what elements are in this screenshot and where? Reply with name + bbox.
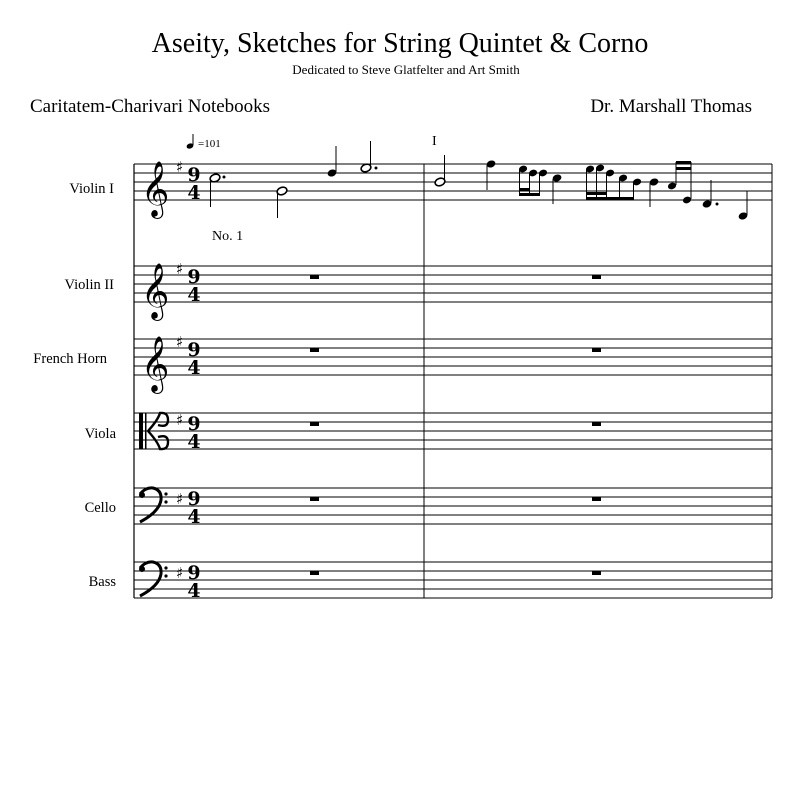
- time-sig-numerator: 9: [187, 413, 201, 435]
- composer-text: Dr. Marshall Thomas: [590, 96, 752, 117]
- tempo-marking: =101: [198, 138, 221, 150]
- time-sig-numerator: 9: [187, 562, 201, 584]
- section-text: No. 1: [212, 229, 244, 244]
- treble-clef-icon: 𝄞: [141, 336, 170, 392]
- time-sig-numerator: 9: [187, 339, 201, 361]
- measure-rest: [310, 571, 319, 575]
- time-sig-denominator: 4: [187, 431, 201, 453]
- score-title: Aseity, Sketches for String Quintet & Corno: [151, 28, 649, 59]
- instrument-label-viola: Viola: [84, 426, 116, 442]
- instrument-label-violin-2: Violin II: [64, 277, 114, 293]
- measure-rest: [592, 571, 601, 575]
- measure-rest: [310, 275, 319, 279]
- time-sig-numerator: 9: [187, 266, 201, 288]
- staff-violin-2: [134, 266, 772, 302]
- measure-rest: [310, 497, 319, 501]
- instrument-label-cello: Cello: [84, 500, 116, 516]
- measure-rest: [310, 348, 319, 352]
- key-sharp-icon: ♯: [176, 564, 184, 582]
- measure-rest: [592, 348, 601, 352]
- staff-bass: [134, 562, 772, 598]
- treble-clef-icon: 𝄞: [141, 161, 170, 217]
- measure-rest: [592, 275, 601, 279]
- measure-rest: [310, 422, 319, 426]
- measure-rest: [592, 497, 601, 501]
- measure-rest: [592, 422, 601, 426]
- time-sig-denominator: 4: [187, 506, 201, 528]
- violin-1-measure-2: [434, 155, 748, 221]
- score-subtitle: Dedicated to Steve Glatfelter and Art Smith: [292, 62, 520, 77]
- key-sharp-icon: ♯: [176, 260, 184, 278]
- key-sharp-icon: ♯: [176, 490, 184, 508]
- staff-cello: [134, 488, 772, 524]
- time-sig-numerator: 9: [187, 164, 201, 186]
- key-sharp-icon: ♯: [176, 411, 184, 429]
- instrument-label-bass: Bass: [88, 574, 116, 590]
- time-sig-denominator: 4: [187, 580, 201, 602]
- time-sig-denominator: 4: [187, 182, 201, 204]
- time-sig-denominator: 4: [187, 357, 201, 379]
- tempo-note-icon: [186, 134, 194, 150]
- bass-clef-icon: [139, 562, 168, 596]
- staff-viola: [134, 413, 772, 449]
- staff-french-horn: [134, 339, 772, 375]
- time-sig-numerator: 9: [187, 488, 201, 510]
- key-sharp-icon: ♯: [176, 158, 184, 176]
- time-sig-denominator: 4: [187, 284, 201, 306]
- instrument-label-violin-1: Violin I: [69, 181, 114, 197]
- bass-clef-icon: [139, 488, 168, 522]
- key-sharp-icon: ♯: [176, 333, 184, 351]
- violin-1-measure-1: [209, 141, 377, 218]
- rehearsal-mark: I: [432, 134, 437, 149]
- instrument-label-french-horn: French Horn: [33, 351, 107, 367]
- treble-clef-icon: 𝄞: [141, 263, 170, 319]
- lyricist-text: Caritatem-Charivari Notebooks: [30, 96, 271, 117]
